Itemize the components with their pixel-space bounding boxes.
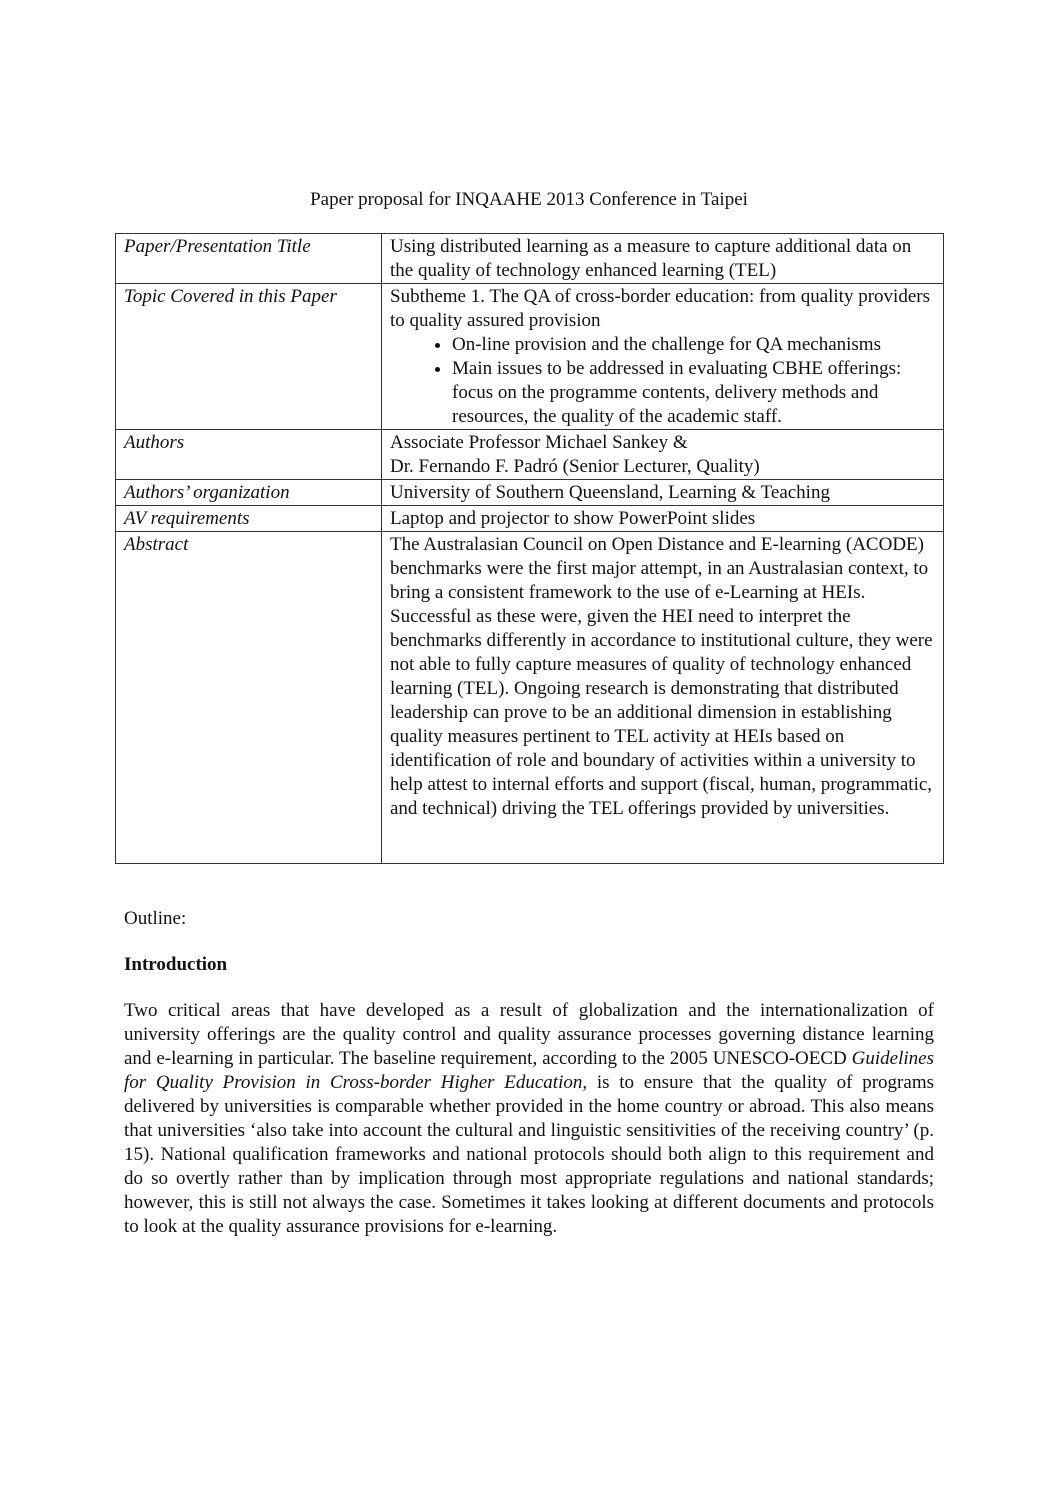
- row-value-abstract: The Australasian Council on Open Distance and E-learning (ACODE) benchmarks were the first major attempt, in an Australasian context, to bring a consistent framework to the use of e-Learning at HEIs. Successful as these were, given the HEI need to interpret the benchmarks differently in accordance to institutional culture, they were not able to fully capture measures of quality of technology enhanced learning (TEL). Ongoing research is demonstrating that distributed leadership can prove to be an additional dimension in establishing quality measures pertinent to TEL activity at HEIs based on identification of role and boundary of activities within a university to help attest to internal efforts and support (fiscal, human, programmatic, and technical) driving the TEL offerings provided by universities.: [382, 532, 944, 864]
- author-line: Associate Professor Michael Sankey &: [390, 432, 688, 453]
- row-label-abstract: Abstract: [116, 532, 382, 864]
- author-line: Dr. Fernando F. Padró (Senior Lecturer, Quality): [390, 456, 760, 477]
- guidelines-title: Guidelines for Quality Provision in Cross-border Higher Education: [124, 1048, 934, 1093]
- row-label-organization: Authors’ organization: [116, 480, 382, 506]
- row-value-organization: University of Southern Queensland, Learning & Teaching: [382, 480, 944, 506]
- row-label-authors: Authors: [116, 430, 382, 480]
- list-item: • Main issues to be addressed in evaluating CBHE offerings: focus on the programme contents, delivery methods and resources, the quality of the academic staff.: [452, 357, 935, 429]
- list-item: • On-line provision and the challenge for QA mechanisms: [452, 333, 935, 357]
- intro-text-after: , is to ensure that the quality of programs delivered by universities is comparable whether provided in the home country or abroad. This also means that universities ‘also take into account the cultural and linguistic sensitivities of the receiving country’ (p. 15). National qualification frameworks and national protocols should both align to this requirement and do so overtly rather than by implication through most appropriate regulations and national standards; however, this is still not always the case. Sometimes it takes looking at different documents and protocols to look at the quality assurance provisions for e-learning.: [124, 1072, 934, 1237]
- topic-subtheme: Subtheme 1. The QA of cross-border education: from quality providers to quality assured provision: [390, 286, 930, 331]
- intro-text-before: Two critical areas that have developed as a result of globalization and the internationalization of university offerings are the quality control and quality assurance processes governing distance learning and e-learning in particular. The baseline requirement, according to the 2005 UNESCO-OECD: [124, 1000, 934, 1069]
- table-row: [116, 480, 944, 506]
- row-label-topic: Topic Covered in this Paper: [116, 284, 382, 430]
- table-row: [116, 506, 944, 532]
- row-label-title: Paper/Presentation Title: [116, 234, 382, 284]
- row-value-authors: [382, 430, 944, 480]
- table-row: [116, 284, 944, 430]
- row-value-topic: [382, 284, 944, 430]
- row-value-av: Laptop and projector to show PowerPoint slides: [382, 506, 944, 532]
- table-row: [116, 430, 944, 480]
- outline-label: Outline:: [124, 908, 187, 929]
- introduction-paragraph: [124, 999, 934, 1239]
- topic-bullet-list: [390, 333, 935, 429]
- table-row: [116, 234, 944, 284]
- row-value-title: Using distributed learning as a measure to capture additional data on the quality of technology enhanced learning (TEL): [382, 234, 944, 284]
- row-label-av: AV requirements: [116, 506, 382, 532]
- proposal-table: [115, 233, 944, 864]
- introduction-heading: Introduction: [124, 954, 228, 975]
- document-title: Paper proposal for INQAAHE 2013 Conference in Taipei: [310, 189, 748, 210]
- table-row: [116, 532, 944, 864]
